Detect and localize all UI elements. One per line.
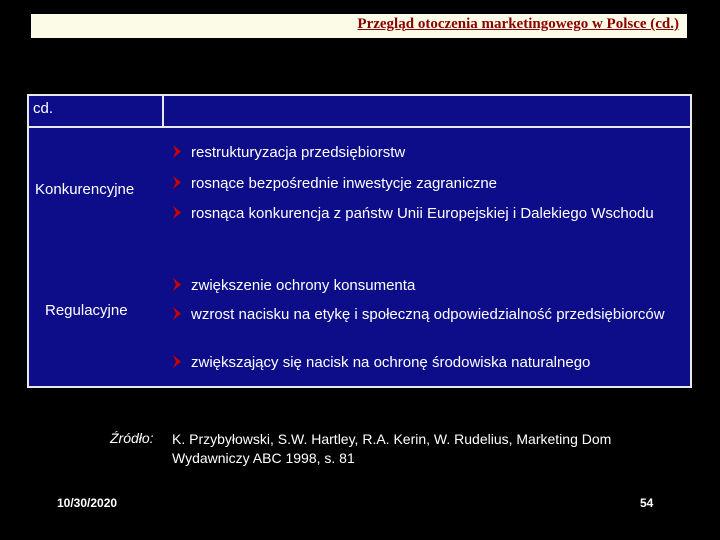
red-arrow-bullet-icon	[171, 307, 183, 320]
list-item: zwiększający się nacisk na ochronę środowiska naturalnego	[191, 353, 681, 372]
red-arrow-bullet-icon	[171, 145, 183, 158]
slide-title: Przegląd otoczenia marketingowego w Polsce (cd.)	[357, 16, 679, 32]
page-number: 54	[640, 496, 654, 510]
list-item: wzrost nacisku na etykę i społeczną odpowiedzialność przedsiębiorców	[191, 305, 681, 324]
list-item: zwiększenie ochrony konsumenta	[191, 276, 681, 295]
content-table	[27, 94, 692, 388]
source-citation: K. Przybyłowski, S.W. Hartley, R.A. Kerin, W. Rudelius, Marketing Dom Wydawniczy ABC 1998, s. 81	[172, 431, 612, 466]
table-header-divider	[27, 126, 692, 128]
table-border-left	[27, 94, 29, 388]
title-bar	[31, 14, 687, 38]
list-item: restrukturyzacja przedsiębiorstw	[191, 143, 681, 162]
table-header-cd: cd.	[33, 100, 54, 117]
table-border-bottom	[27, 386, 692, 388]
footer-date: 10/30/2020	[57, 496, 118, 510]
red-arrow-bullet-icon	[171, 176, 183, 189]
table-border-top	[27, 94, 692, 96]
list-item: rosnąca konkurencja z państw Unii Europejskiej i Dalekiego Wschodu	[191, 204, 681, 223]
red-arrow-bullet-icon	[171, 278, 183, 291]
source-label: Źródło:	[110, 430, 154, 446]
table-border-right	[690, 94, 692, 388]
red-arrow-bullet-icon	[171, 206, 183, 219]
list-item: rosnące bezpośrednie inwestycje zagraniczne	[191, 174, 681, 193]
row-label-regulacyjne: Regulacyjne	[45, 302, 128, 319]
table-header-column-divider	[162, 94, 164, 127]
red-arrow-bullet-icon	[171, 355, 183, 368]
row-label-konkurencyjne: Konkurencyjne	[35, 181, 135, 198]
